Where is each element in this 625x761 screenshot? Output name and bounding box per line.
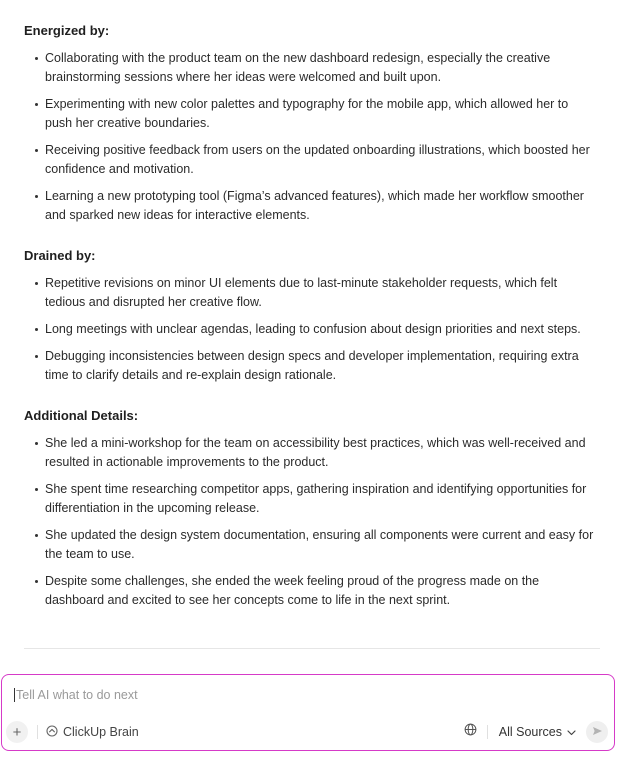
- list-item: She led a mini-workshop for the team on accessibility best practices, which was well-received and resulted in actionable improvements to the product.: [34, 434, 594, 472]
- brain-icon: [46, 725, 58, 740]
- text-caret: [14, 688, 15, 702]
- list-item: Experimenting with new color palettes and typography for the mobile app, which allowed her to push her creative boundaries.: [34, 95, 594, 133]
- bullet-list: [24, 49, 594, 225]
- list-item: She spent time researching competitor apps, gathering inspiration and identifying opportunities for differentiation in the upcoming release.: [34, 480, 594, 518]
- list-item: Despite some challenges, she ended the week feeling proud of the progress made on the dashboard and excited to see her concepts come to life in the next sprint.: [34, 572, 594, 610]
- clickup-brain-label: ClickUp Brain: [63, 725, 139, 739]
- add-attachment-button[interactable]: [6, 721, 28, 743]
- ai-prompt-input[interactable]: [16, 688, 576, 702]
- section-drained: [24, 248, 625, 385]
- composer-toolbar: [6, 721, 608, 743]
- send-icon: [592, 723, 603, 741]
- section-heading: Additional Details:: [24, 408, 139, 423]
- send-button[interactable]: [586, 721, 608, 743]
- globe-icon: [464, 723, 477, 741]
- prompt-row: [14, 687, 576, 703]
- list-item: She updated the design system documentation, ensuring all components were current and easy for the team to use.: [34, 526, 594, 564]
- section-additional-details: [24, 408, 625, 610]
- clickup-brain-button[interactable]: [46, 725, 139, 740]
- list-item: Repetitive revisions on minor UI elements due to last-minute stakeholder requests, which felt tedious and disrupted her creative flow.: [34, 274, 594, 312]
- ai-composer: [1, 674, 615, 751]
- list-item: Receiving positive feedback from users on the updated onboarding illustrations, which boosted her confidence and motivation.: [34, 141, 594, 179]
- chevron-down-icon: [567, 725, 576, 739]
- list-item: Collaborating with the product team on the new dashboard redesign, especially the creative brainstorming sessions where her ideas were welcomed and built upon.: [34, 49, 594, 87]
- section-energized: [24, 23, 625, 225]
- list-item: Learning a new prototyping tool (Figma’s advanced features), which made her workflow smoother and sparked new ideas for interactive elements.: [34, 187, 594, 225]
- toolbar-separator: [487, 725, 488, 739]
- bullet-list: [24, 274, 594, 385]
- web-search-button[interactable]: [463, 724, 479, 740]
- toolbar-separator: [37, 725, 38, 739]
- list-item: Debugging inconsistencies between design specs and developer implementation, requiring extra time to clarify details and re-explain design rationale.: [34, 347, 594, 385]
- section-heading: Drained by:: [24, 248, 96, 263]
- sources-label: All Sources: [498, 725, 562, 739]
- list-item: Long meetings with unclear agendas, leading to confusion about design priorities and next steps.: [34, 320, 594, 339]
- bullet-list: [24, 434, 594, 610]
- section-heading: Energized by:: [24, 23, 110, 38]
- content-divider: [24, 648, 600, 649]
- plus-icon: +: [12, 723, 22, 741]
- all-sources-dropdown[interactable]: [499, 725, 576, 739]
